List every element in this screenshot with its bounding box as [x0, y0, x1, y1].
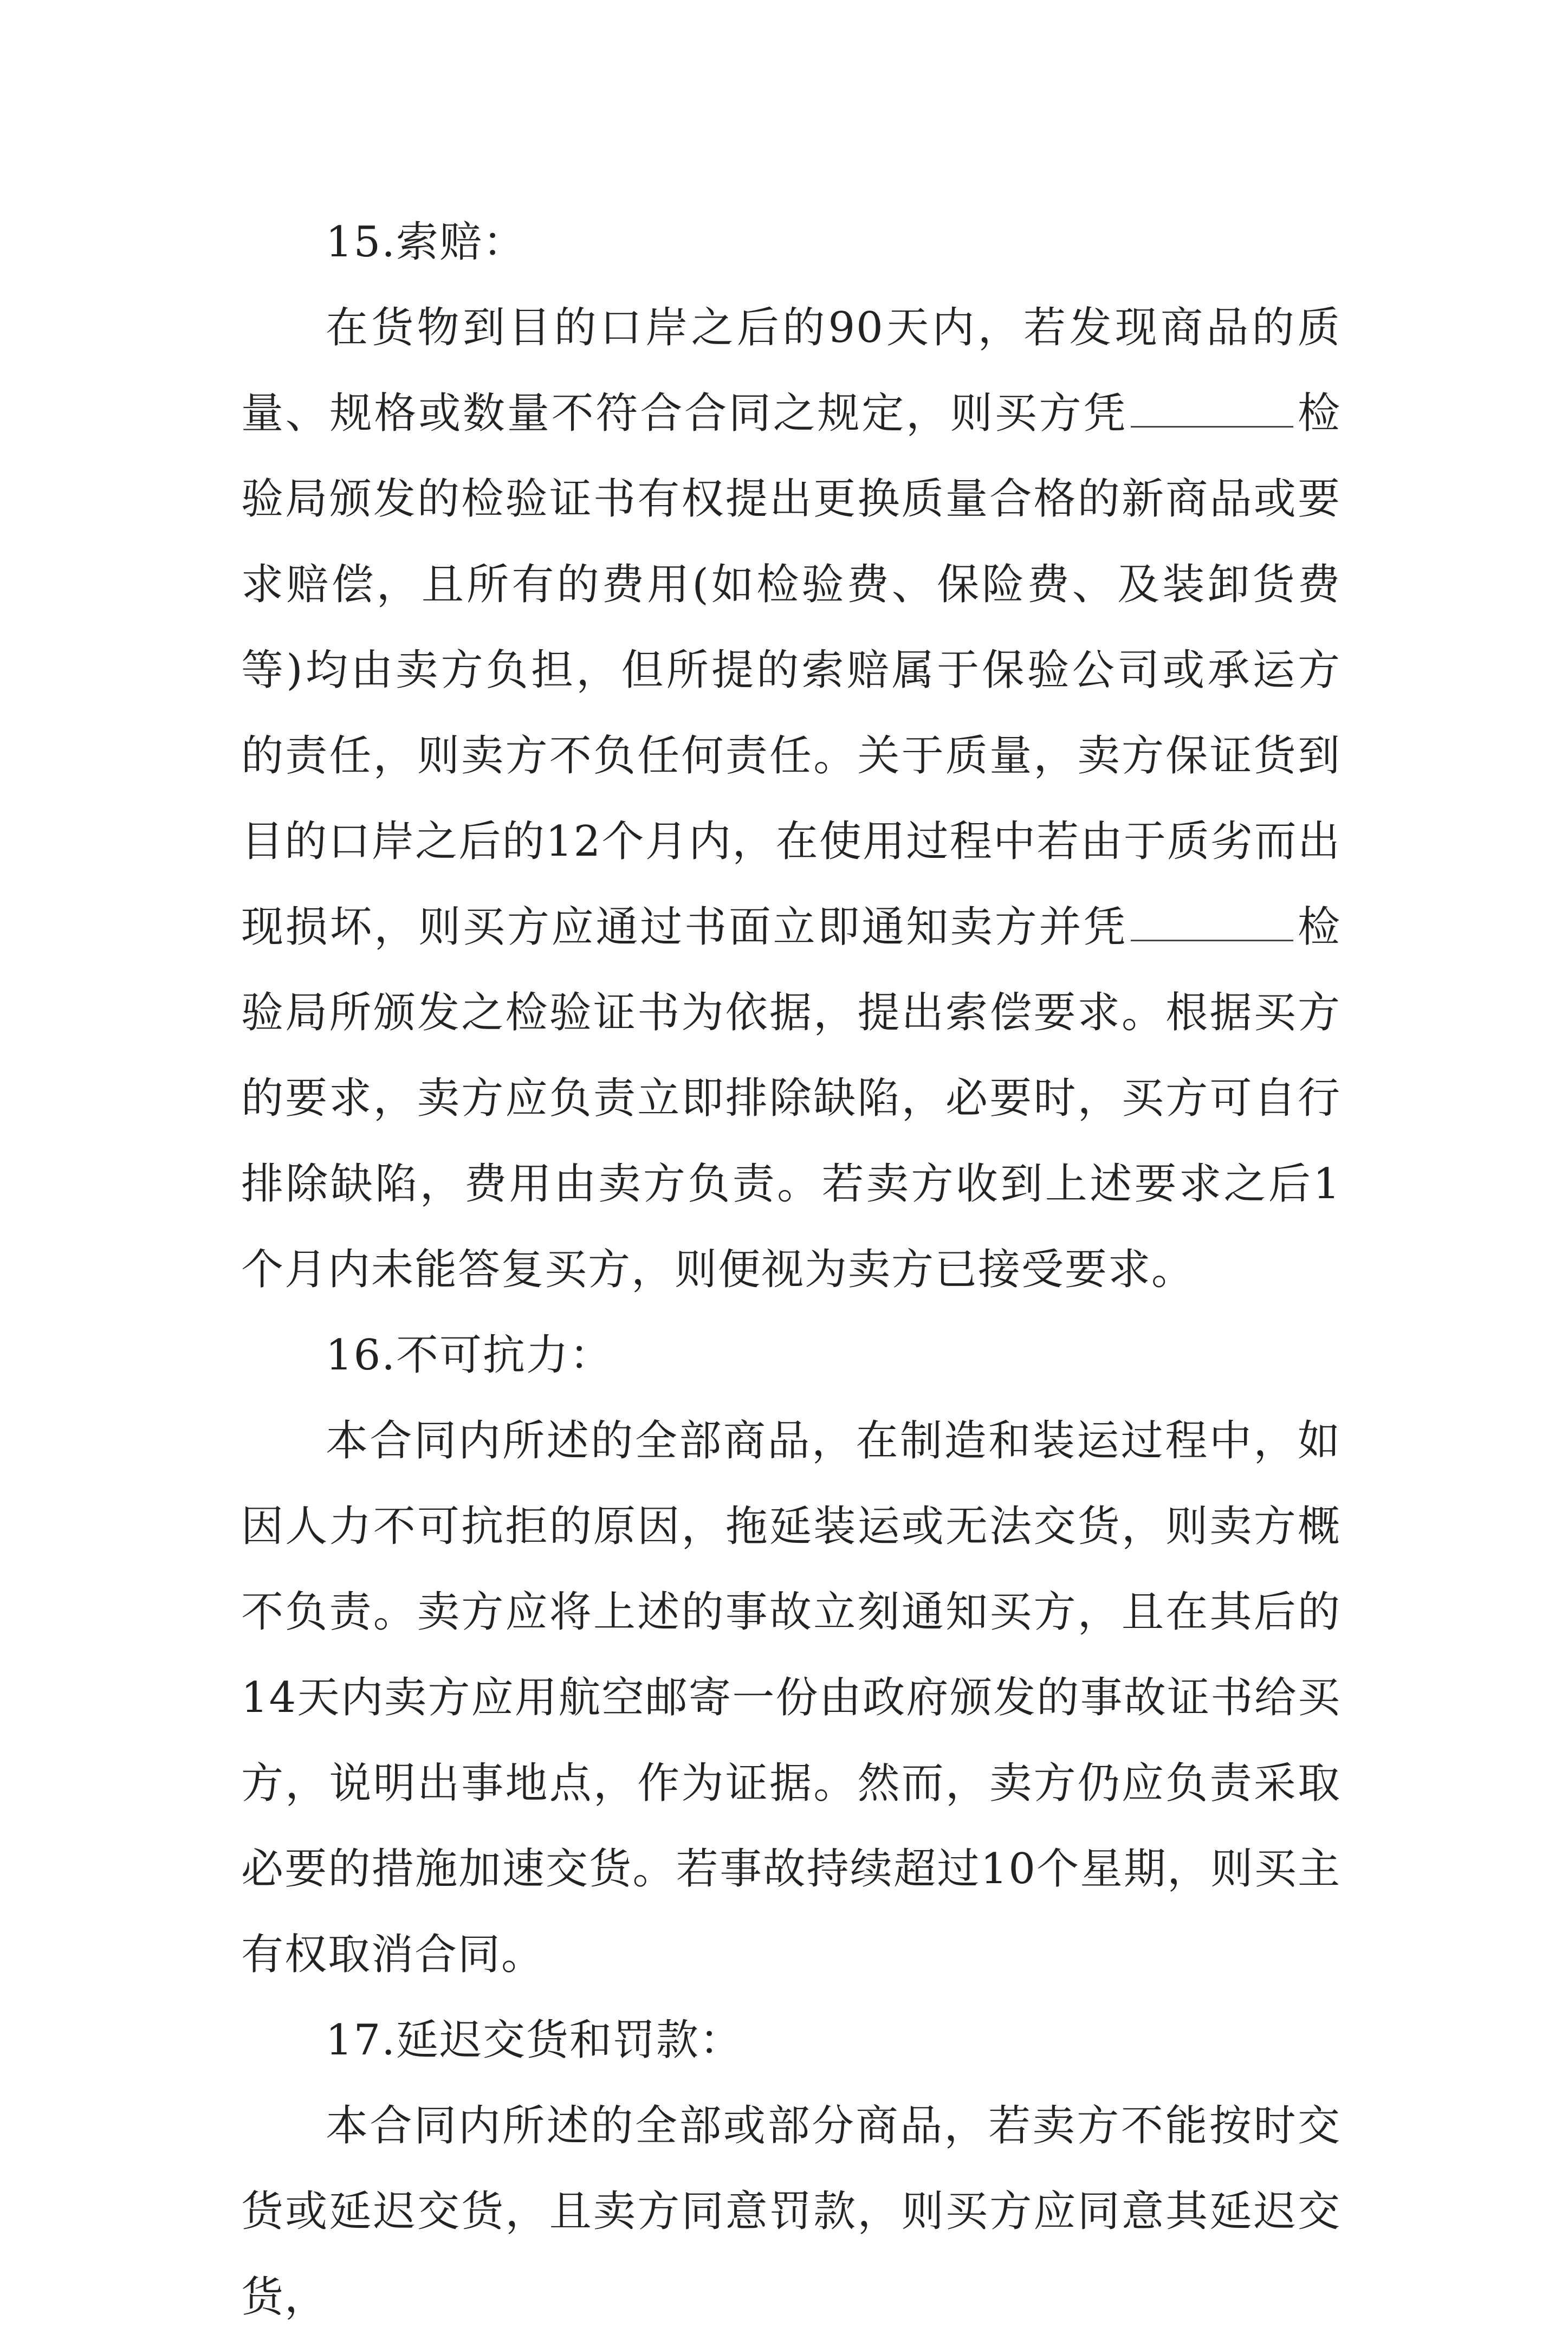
- section-15-text-part3: 检验局所颁发之检验证书为依据，提出索偿要求。根据买方的要求，卖方应负责立即排除缺陷，必要时，买方可自行排除缺陷，费用由卖方负责。若卖方收到上述要求之后1个月内未能答复买方，则便视为卖方已接受要求。: [241, 903, 1341, 1294]
- fill-in-blank-1: [1131, 425, 1293, 428]
- section-15-paragraph: [241, 285, 1341, 1313]
- section-17-heading: 17.延迟交货和罚款：: [326, 2016, 743, 2065]
- fill-in-blank-2: [1131, 939, 1293, 941]
- section-16-paragraph: 本合同内所述的全部商品，在制造和装运过程中，如因人力不可抗拒的原因，拖延装运或无法交货，则卖方概不负责。卖方应将上述的事故立刻通知买方，且在其后的14天内卖方应用航空邮寄一份由政府颁发的事故证书给买方，说明出事地点，作为证据。然而，卖方仍应负责采取必要的措施加速交货。若事故持续超过10个星期，则买主有权取消合同。: [241, 1417, 1341, 1979]
- document-body: [241, 199, 1341, 2340]
- section-15-text-part1: 在货物到目的口岸之后的90天内，若发现商品的质量、规格或数量不符合合同之规定，则买方凭: [241, 303, 1341, 438]
- section-16-heading: 16.不可抗力：: [326, 1331, 613, 1380]
- section-15-text-part2: 检验局颁发的检验证书有权提出更换质量合格的新商品或要求赔偿，且所有的费用(如检验费、保险费、及装卸货费等)均由卖方负担，但所提的索赔属于保验公司或承运方的责任，则卖方不负任何责任。关于质量，卖方保证货到目的口岸之后的12个月内，在使用过程中若由于质劣而出现损坏，则买方应通过书面立即通知卖方并凭: [241, 389, 1341, 952]
- section-15-heading: 15.索赔：: [326, 218, 527, 267]
- section-17-paragraph: 本合同内所述的全部或部分商品，若卖方不能按时交货或延迟交货，且卖方同意罚款，则买方应同意其延迟交货，: [241, 2102, 1341, 2322]
